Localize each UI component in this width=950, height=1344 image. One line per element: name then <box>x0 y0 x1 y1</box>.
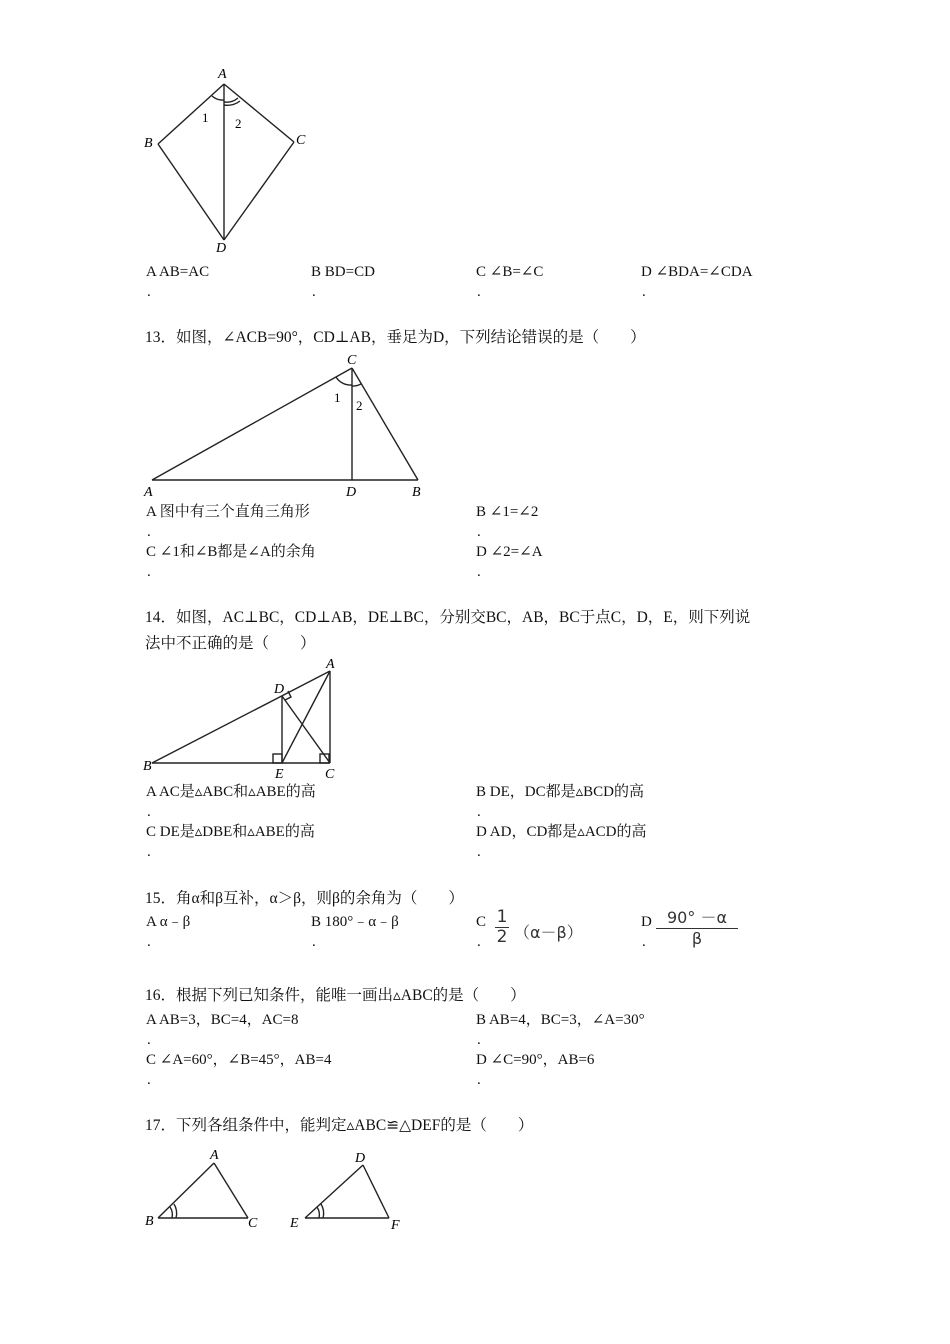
q16-stem: 16．根据下列已知条件，能唯一画出▵ABC的是（ ） <box>145 987 526 1004</box>
q14-label-E: E <box>275 767 284 782</box>
q13-label-A: A <box>144 485 153 500</box>
q17-figure-abc <box>140 1145 270 1235</box>
q12-option-a: A AB=AC <box>146 264 210 280</box>
q15-option-a-dot: . <box>147 934 151 950</box>
q12-label-A: A <box>218 67 227 82</box>
q12-figure <box>140 60 320 260</box>
q13-option-b-dot: . <box>477 524 481 540</box>
q13-angle-1: 1 <box>334 390 341 405</box>
q13-option-c: C ∠1和∠B都是∠A的余角 <box>146 544 316 560</box>
q15-option-c-letter: C <box>476 914 487 930</box>
q17-label-E: E <box>290 1216 299 1231</box>
q12-option-c: C ∠B=∠C <box>476 264 544 280</box>
q12-label-D: D <box>216 241 227 256</box>
q15-stem: 15．角α和β互补，α＞β，则β的余角为（ ） <box>145 890 464 907</box>
q12-angle-2: 2 <box>235 116 242 131</box>
q13-option-a: A 图中有三个直角三角形 <box>146 504 310 520</box>
q14-stem-line1: 14．如图，AC⊥BC，CD⊥AB，DE⊥BC，分别交BC，AB，BC于点C，D，E，则下列说 <box>145 609 751 626</box>
q13-option-c-dot: . <box>147 564 151 580</box>
q13-stem: 13．如图，∠ACB=90°，CD⊥AB，垂足为D，下列结论错误的是（ ） <box>145 329 646 346</box>
q17-label-B: B <box>145 1214 154 1229</box>
q12-label-C: C <box>296 133 306 148</box>
q15-option-c-rest: （α－β） <box>514 923 583 942</box>
q14-stem-line2: 法中不正确的是（ ） <box>145 635 316 652</box>
q14-option-b: B DE，DC都是▵BCD的高 <box>476 784 644 800</box>
q13-option-d: D ∠2=∠A <box>476 544 543 560</box>
q14-figure <box>140 655 350 785</box>
q12-option-c-dot: . <box>477 284 481 300</box>
q14-option-a: A AC是▵ABC和▵ABE的高 <box>146 784 316 800</box>
q16-option-d-dot: . <box>477 1072 481 1088</box>
q13-label-B: B <box>412 485 421 500</box>
q15-option-a: A α﹣β <box>146 914 191 930</box>
q14-option-d-dot: . <box>477 844 481 860</box>
q15-option-d-fraction: 90° －α β <box>656 908 738 948</box>
q15-option-d-dot: . <box>642 934 646 950</box>
q12-option-a-dot: . <box>147 284 151 300</box>
q17-figure-def <box>285 1145 415 1235</box>
q16-option-b: B AB=4，BC=3，∠A=30° <box>476 1012 645 1028</box>
q16-option-c-dot: . <box>147 1072 151 1088</box>
q14-option-c-dot: . <box>147 844 151 860</box>
q16-option-c: C ∠A=60°，∠B=45°，AB=4 <box>146 1052 332 1068</box>
q14-label-A: A <box>326 657 335 672</box>
q13-label-D: D <box>346 485 357 500</box>
q15-option-c-fraction: 1 2 <box>496 907 508 947</box>
q13-label-C: C <box>347 353 357 368</box>
q17-label-A: A <box>210 1148 219 1163</box>
q14-option-a-dot: . <box>147 804 151 820</box>
q15-option-b-dot: . <box>312 934 316 950</box>
q16-option-d: D ∠C=90°，AB=6 <box>476 1052 595 1068</box>
q17-label-F: F <box>391 1218 400 1233</box>
q17-label-D: D <box>355 1151 366 1166</box>
q12-option-b: B BD=CD <box>311 264 375 280</box>
q13-option-d-dot: . <box>477 564 481 580</box>
q15-option-b: B 180°﹣α﹣β <box>311 914 399 930</box>
q12-option-d: D ∠BDA=∠CDA <box>641 264 753 280</box>
q16-option-b-dot: . <box>477 1032 481 1048</box>
q13-option-b: B ∠1=∠2 <box>476 504 539 520</box>
q17-stem: 17．下列各组条件中，能判定▵ABC≌△DEF的是（ ） <box>145 1117 534 1134</box>
q12-option-d-dot: . <box>642 284 646 300</box>
q13-figure <box>140 350 440 500</box>
q14-option-c: C DE是▵DBE和▵ABE的高 <box>146 824 315 840</box>
q14-option-b-dot: . <box>477 804 481 820</box>
q14-label-D: D <box>274 682 285 697</box>
q15-option-d-letter: D <box>641 914 652 930</box>
q17-label-C: C <box>248 1216 258 1231</box>
q14-option-d: D AD，CD都是▵ACD的高 <box>476 824 647 840</box>
q14-label-B: B <box>143 759 152 774</box>
q15-option-c-dot: . <box>477 934 481 950</box>
q12-label-B: B <box>144 136 153 151</box>
q16-option-a: A AB=3，BC=4，AC=8 <box>146 1012 299 1028</box>
q14-label-C: C <box>325 767 335 782</box>
q13-angle-2: 2 <box>356 398 363 413</box>
q16-option-a-dot: . <box>147 1032 151 1048</box>
q13-option-a-dot: . <box>147 524 151 540</box>
q12-angle-1: 1 <box>202 110 209 125</box>
q12-option-b-dot: . <box>312 284 316 300</box>
